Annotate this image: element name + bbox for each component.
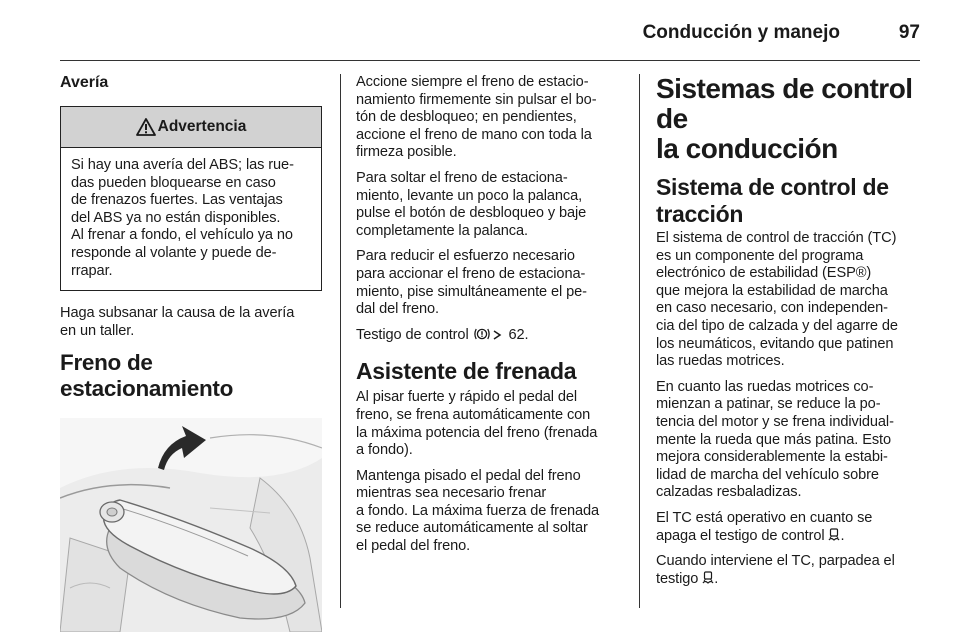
warning-body <box>61 148 321 290</box>
tc-p2: En cuanto las ruedas motrices co- mienzan a patinar, se reduce la po- tencia del motor y se frena individual- mente la rueda que más patina. Esto mejora considerablemente la estabi- lidad de marcha del vehículo sobre calzadas resbaladizas. <box>656 378 894 501</box>
heading-averia: Avería <box>60 74 109 91</box>
chapter-title: Conducción y manejo <box>642 22 840 43</box>
warning-text: Si hay una avería del ABS; las rue- das pueden bloquearse en caso de frenazos fuertes. Las ventajas del ABS ya no están disponibles. Al frenar a fondo, el vehículo ya no responde al volante y puede de- rrapar. <box>71 157 294 279</box>
tc-p3-text: El TC está operativo en cuanto se apaga el testigo de control <box>656 509 873 544</box>
heading-control-systems: Sistemas de control de la conducción <box>656 73 913 164</box>
warning-triangle-icon <box>136 118 156 136</box>
parking-brake-p1: Accione siempre el freno de estacio- namiento firmemente sin pulsar el bo- tón de desbloqueo; en pendientes, accione el freno de mano con toda la firmeza posible. <box>356 74 597 161</box>
testigo-page-ref: 62. <box>508 326 529 343</box>
tc-active-icon <box>702 571 714 585</box>
column-right <box>656 74 924 596</box>
averia-text: Haga subsanar la causa de la avería en un taller. <box>60 305 295 339</box>
asistente-p2: Mantenga pisado el pedal del freno mientras sea necesario frenar a fondo. La máxima fuerza de frenada se reduce automáticamente al soltar el pedal del freno. <box>356 467 600 555</box>
page-number: 97 <box>898 22 920 43</box>
tc-p1: El sistema de control de tracción (TC) es un componente del programa electrónico de estabilidad (ESP®) que mejora la estabilidad de marcha en caso necesario, con independen- cia del tipo de calzada y del agarre de los neumáticos, evitando que patinen las ruedas motrices. <box>656 230 898 370</box>
column-middle <box>356 74 624 564</box>
parking-brake-illustration <box>60 418 322 632</box>
parking-brake-p3: Para reducir el esfuerzo necesario para accionar el freno de estaciona- miento, pise simultáneamente el pe- dal del freno. <box>356 248 587 318</box>
tc-p3-end: . <box>840 527 845 544</box>
column-divider-2 <box>639 74 640 608</box>
heading-traction-control: Sistema de control de tracción <box>656 174 889 227</box>
tc-off-icon <box>828 528 840 542</box>
tc-p4-end: . <box>714 570 719 587</box>
testigo-line <box>356 327 624 345</box>
parking-brake-p2: Para soltar el freno de estaciona- miento, levante un poco la palanca, pulse el botón de desbloqueo y baje completamente la palanca. <box>356 169 587 239</box>
heading-asistente-frenada: Asistente de frenada <box>356 358 577 385</box>
tc-p3 <box>656 510 924 545</box>
warning-title: Advertencia <box>157 118 247 135</box>
tc-p4 <box>656 553 924 588</box>
heading-parking-brake: Freno de estacionamiento <box>60 350 234 402</box>
warning-header <box>61 107 321 148</box>
page-header <box>60 14 920 61</box>
column-divider-1 <box>340 74 341 608</box>
warning-box <box>60 106 322 291</box>
testigo-prefix: Testigo de control <box>356 326 473 343</box>
tc-p4-text: Cuando interviene el TC, parpadea el testigo <box>656 553 895 587</box>
page-reference-icon <box>491 329 505 341</box>
brake-warning-icon <box>473 327 491 341</box>
asistente-p1: Al pisar fuerte y rápido el pedal del freno, se frena automáticamente con la máxima potencia del freno (frenada a fondo). <box>356 389 598 459</box>
column-left <box>60 74 322 637</box>
